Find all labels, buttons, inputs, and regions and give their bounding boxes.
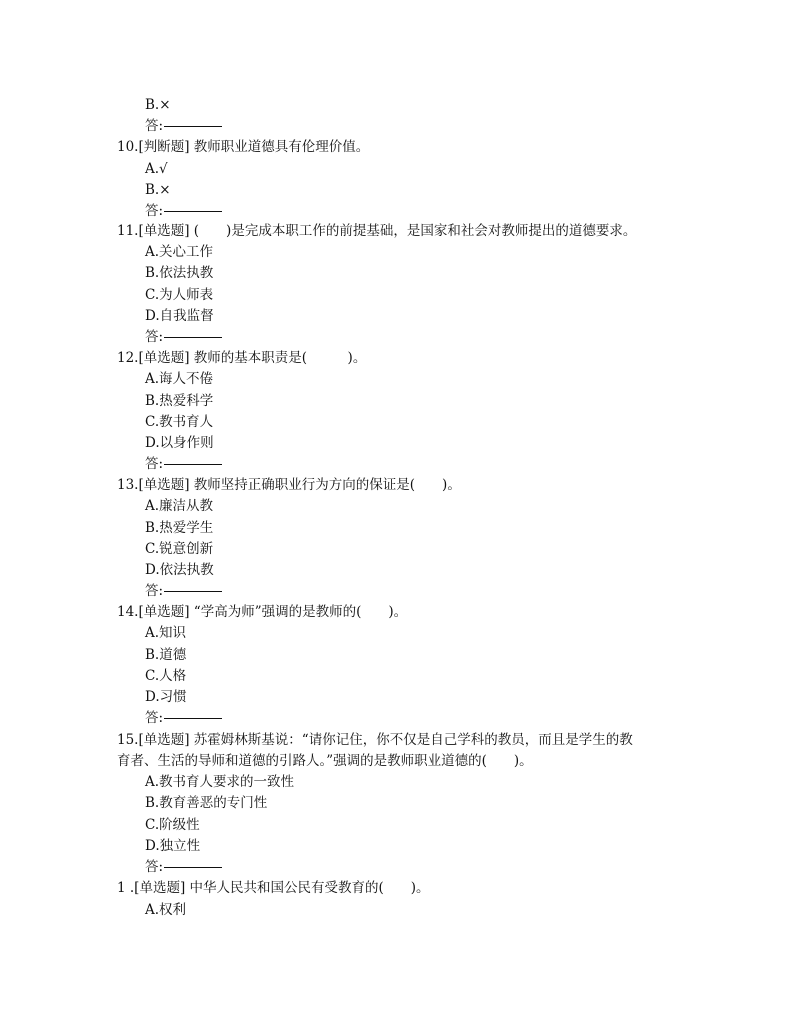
answer-label: 答:: [145, 710, 164, 726]
option: D.以身作则: [145, 435, 214, 451]
answer-line: [145, 858, 222, 876]
option: A.权利: [145, 902, 187, 918]
option: B.依法执教: [145, 265, 214, 281]
option: D.习惯: [145, 689, 187, 705]
answer-line: [145, 202, 222, 220]
answer-blank: [164, 211, 222, 212]
question-1: 1 .[单选题] 中华人民共和国公民有受教育的( )。: [117, 880, 430, 896]
option: A.知识: [145, 625, 187, 641]
option: A.√: [145, 161, 168, 177]
option: C.为人师表: [145, 287, 214, 303]
answer-blank: [164, 464, 222, 465]
answer-blank: [164, 126, 222, 127]
option: C.阶级性: [145, 817, 200, 833]
question-15: 15.[单选题] 苏霍姆林斯基说：“请你记住，你不仅是自己学科的教员，而且是学生的教: [117, 732, 633, 748]
answer-line: [145, 709, 222, 727]
option: D.自我监督: [145, 308, 214, 324]
option: C.教书育人: [145, 414, 214, 430]
answer-label: 答:: [145, 456, 164, 472]
question-10: 10.[判断题] 教师职业道德具有伦理价值。: [117, 139, 370, 155]
answer-blank: [164, 591, 222, 592]
answer-label: 答:: [145, 118, 164, 134]
answer-line: [145, 582, 222, 600]
option: C.锐意创新: [145, 541, 214, 557]
answer-label: 答:: [145, 583, 164, 599]
answer-label: 答:: [145, 203, 164, 219]
answer-line: [145, 328, 222, 346]
option: C.人格: [145, 668, 187, 684]
option: B.×: [145, 182, 171, 198]
question-12: 12.[单选题] 教师的基本职责是( )。: [117, 350, 367, 366]
question-13: 13.[单选题] 教师坚持正确职业行为方向的保证是( )。: [117, 477, 461, 493]
answer-blank: [164, 867, 222, 868]
option: B.×: [145, 97, 171, 113]
answer-label: 答:: [145, 329, 164, 345]
answer-blank: [164, 718, 222, 719]
answer-blank: [164, 337, 222, 338]
option: A.关心工作: [145, 244, 214, 260]
answer-line: [145, 117, 222, 135]
option: B.教育善恶的专门性: [145, 795, 268, 811]
option: A.教书育人要求的一致性: [145, 774, 295, 790]
question-15-continued: 育者、生活的导师和道德的引路人。”强调的是教师职业道德的( )。: [117, 753, 533, 769]
answer-line: [145, 455, 222, 473]
question-11: 11.[单选题] ( )是完成本职工作的前提基础，是国家和社会对教师提出的道德要求。: [117, 223, 637, 239]
option: D.独立性: [145, 838, 201, 854]
option: B.热爱学生: [145, 520, 214, 536]
question-14: 14.[单选题] “学高为师”强调的是教师的( )。: [117, 604, 408, 620]
option: B.道德: [145, 647, 187, 663]
answer-label: 答:: [145, 859, 164, 875]
option: A.廉洁从教: [145, 498, 214, 514]
option: B.热爱科学: [145, 393, 214, 409]
option: D.依法执教: [145, 562, 214, 578]
option: A.诲人不倦: [145, 371, 214, 387]
